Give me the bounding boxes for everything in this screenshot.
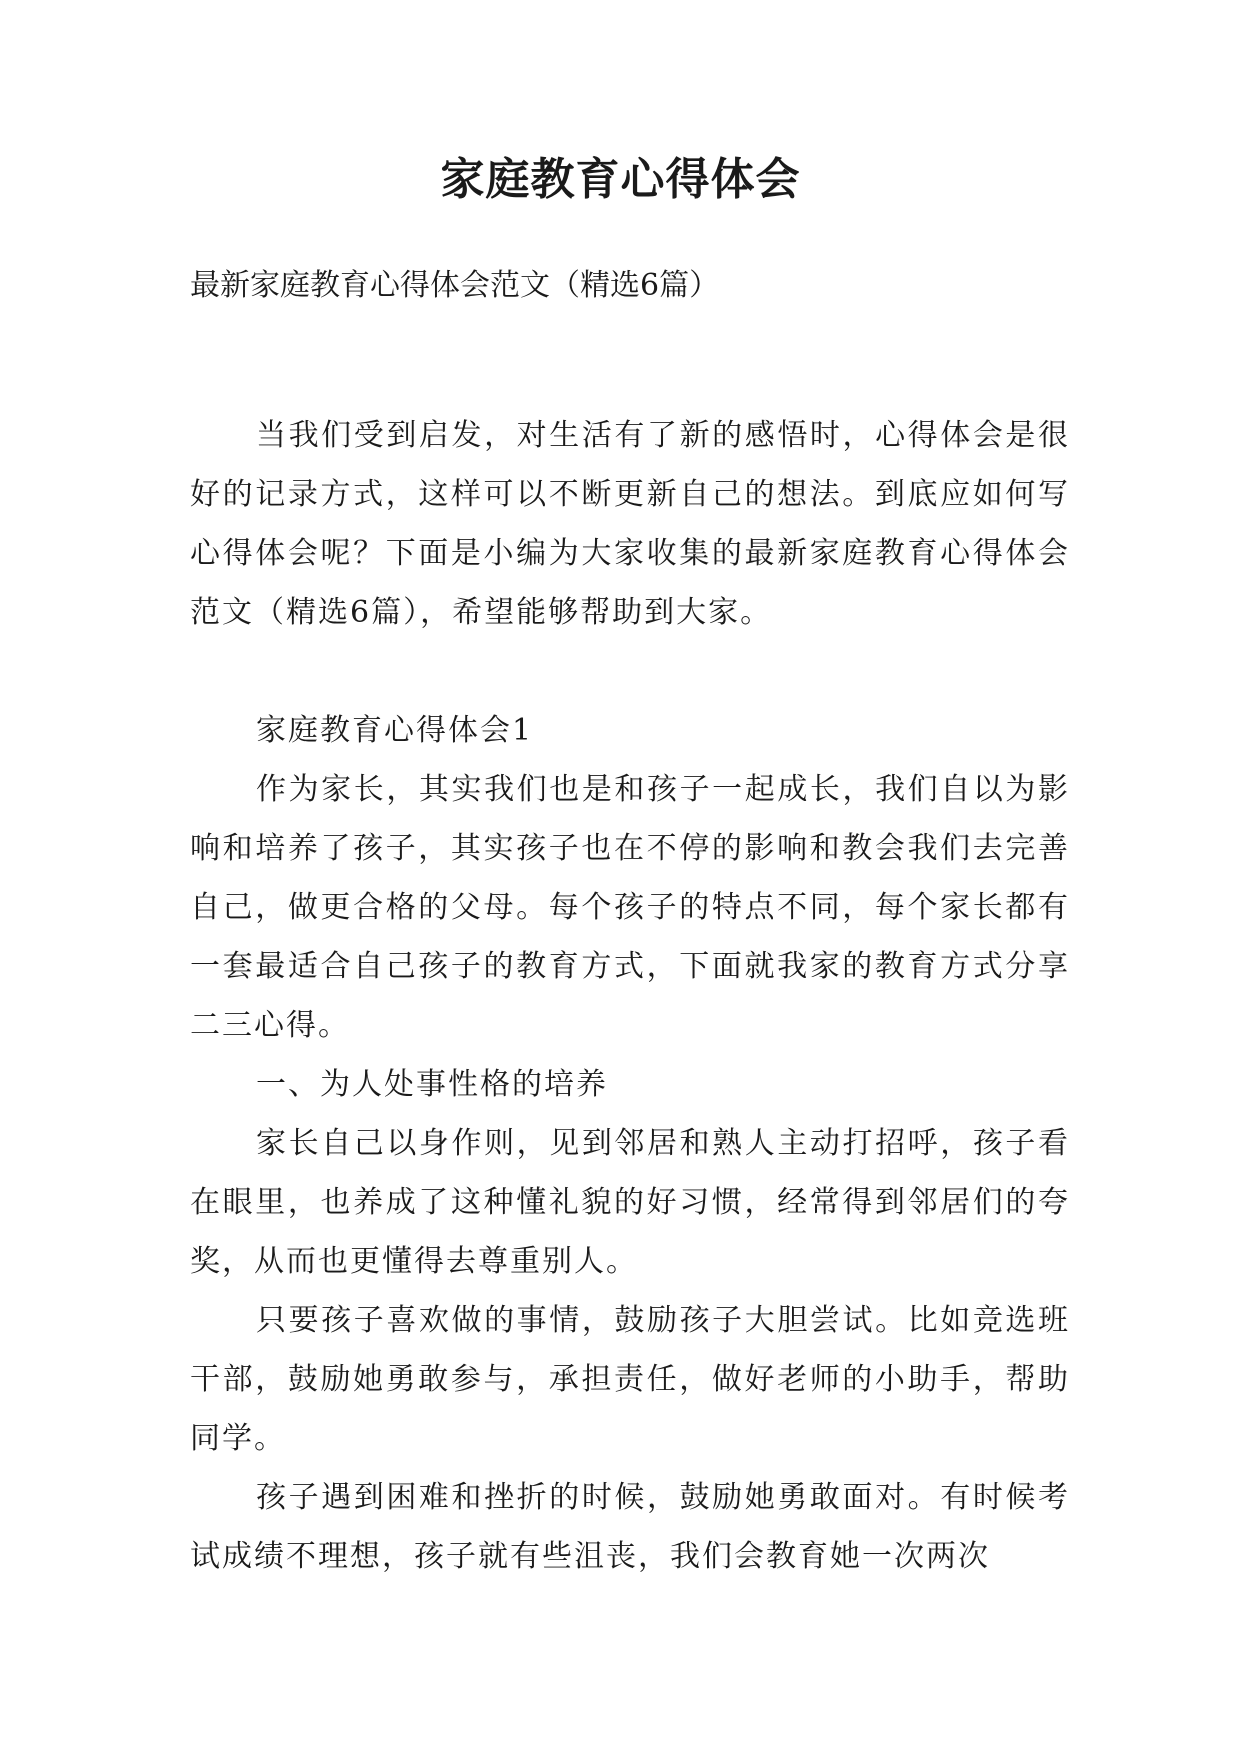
body-paragraph: 家长自己以身作则，见到邻居和熟人主动打招呼，孩子看在眼里，也养成了这种懂礼貌的好习惯，经常得到邻居们的夸奖，从而也更懂得去尊重别人。 [190,1126,1070,1279]
document-body [190,406,1070,1586]
body-paragraph: 孩子遇到困难和挫折的时候，鼓励她勇敢面对。有时候考试成绩不理想，孩子就有些沮丧，我们会教育她一次两次 [190,1480,1070,1574]
section-heading: 家庭教育心得体会1 [256,713,534,748]
document-subtitle: 最新家庭教育心得体会范文（精选6篇） [190,268,720,303]
sub-heading: 一、为人处事性格的培养 [256,1067,608,1102]
document-title: 家庭教育心得体会 [440,154,801,205]
body-paragraph: 作为家长，其实我们也是和孩子一起成长，我们自以为影响和培养了孩子，其实孩子也在不停的影响和教会我们去完善自己，做更合格的父母。每个孩子的特点不同，每个家长都有一套最适合自己孩子的教育方式，下面就我家的教育方式分享二三心得。 [190,772,1070,1043]
body-paragraph: 只要孩子喜欢做的事情，鼓励孩子大胆尝试。比如竞选班干部，鼓励她勇敢参与，承担责任，做好老师的小助手，帮助同学。 [190,1303,1070,1456]
intro-paragraph: 当我们受到启发，对生活有了新的感悟时，心得体会是很好的记录方式，这样可以不断更新自己的想法。到底应如何写心得体会呢？下面是小编为大家收集的最新家庭教育心得体会范文（精选6篇），希望能够帮助到大家。 [190,418,1070,630]
